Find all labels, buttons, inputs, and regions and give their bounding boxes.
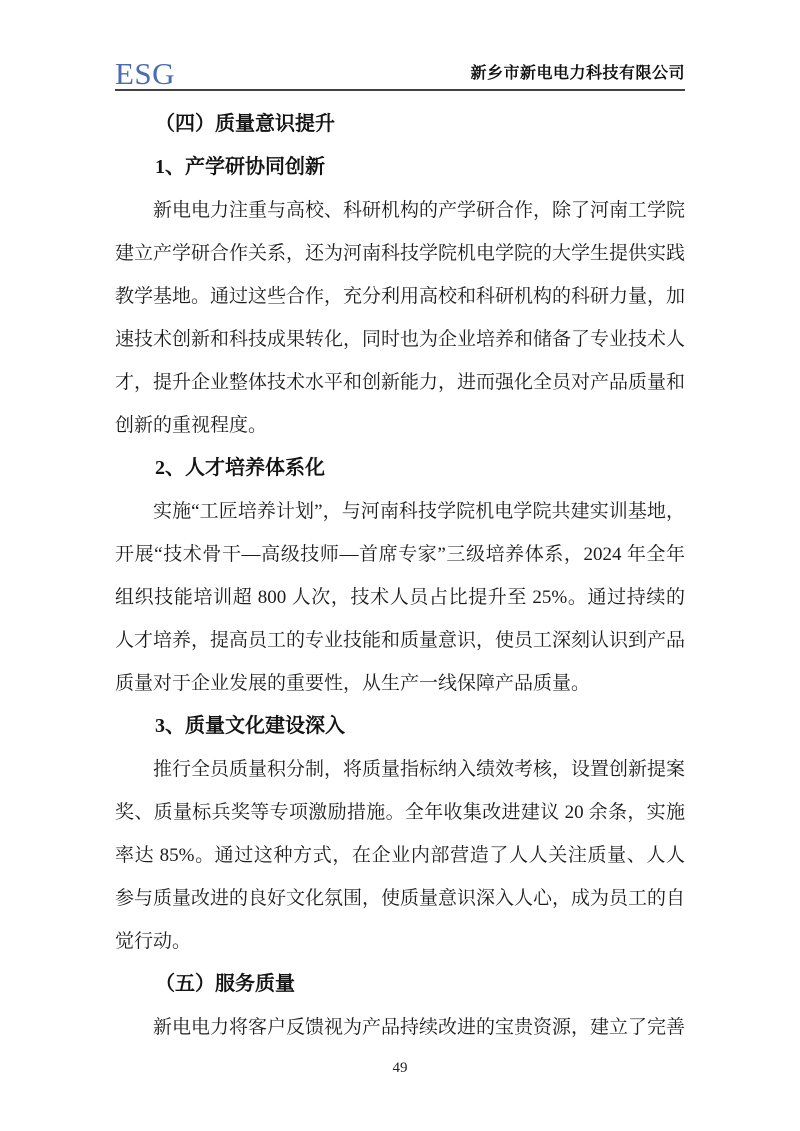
subheading-industry-academia-innovation: 1、产学研协同创新 [155, 156, 325, 178]
document-body [115, 103, 685, 1049]
heading-quality-awareness: （四）质量意识提升 [155, 113, 335, 135]
subheading-quality-culture: 3、质量文化建设深入 [155, 715, 345, 737]
paragraph-service-quality-intro: 新电电力将客户反馈视为产品持续改进的宝贵资源，建立了完善 [153, 1017, 686, 1038]
page-number: 49 [392, 1060, 408, 1076]
subheading-talent-training: 2、人才培养体系化 [155, 457, 325, 479]
company-name: 新乡市新电电力科技有限公司 [470, 65, 685, 82]
esg-logo: ESG [115, 55, 176, 91]
page-header [115, 46, 685, 91]
paragraph-industry-academia: 新电电力注重与高校、科研机构的产学研合作，除了河南工学院建立产学研合作关系，还为河南科技学院机电学院的大学生提供实践教学基地。通过这些合作，充分利用高校和科研机构的科研力量，加速技术创新和科技成果转化，同时也为企业培养和储备了专业技术人才，提升企业整体技术水平和创新能力，进而强化全员对产品质量和创新的重视程度。 [115, 200, 686, 436]
paragraph-quality-culture: 推行全员质量积分制，将质量指标纳入绩效考核，设置创新提案奖、质量标兵奖等专项激励措施。全年收集改进建议 20 余条，实施率达 85%。通过这种方式，在企业内部营造了人人关注质量、人人参与质量改进的良好文化氛围，使质量意识深入人心，成为员工的自觉行动。 [115, 759, 686, 952]
page-footer [0, 1059, 800, 1077]
paragraph-talent-training: 实施“工匠培养计划”，与河南科技学院机电学院共建实训基地，开展“技术骨干—高级技师—首席专家”三级培养体系，2024 年全年组织技能培训超 800 人次，技术人员占比提升至 25%。通过持续的人才培养，提高员工的专业技能和质量意识，使员工深刻认识到产品质量对于企业发展的重要性，从生产一线保障产品质量。 [115, 501, 686, 694]
heading-service-quality: （五）服务质量 [155, 973, 295, 995]
